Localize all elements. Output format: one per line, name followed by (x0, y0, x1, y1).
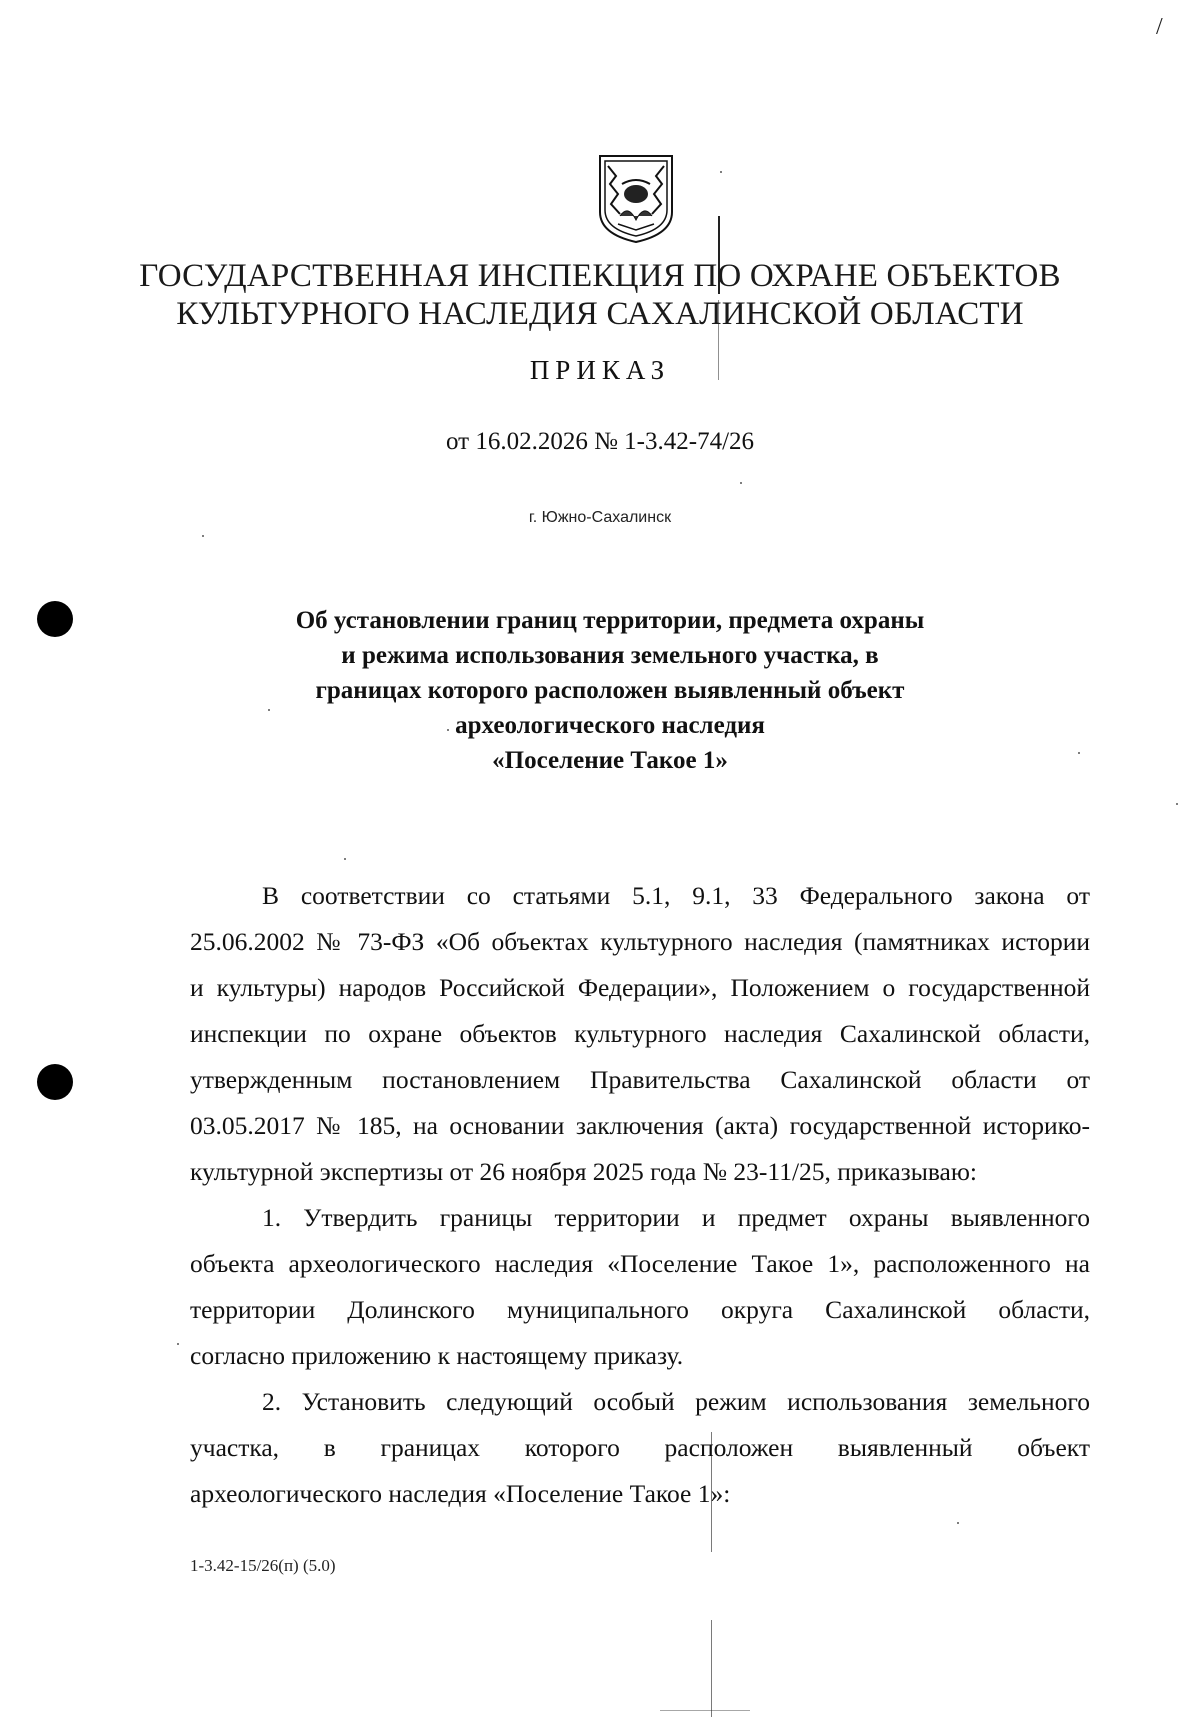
scan-artifact-line (711, 1620, 712, 1717)
order-title-line: Об установлении границ территории, предмета охраны (295, 607, 925, 634)
order-title (260, 603, 960, 778)
coat-of-arms-emblem (596, 154, 676, 244)
document-code: 1-3.42-15/26(п) (5.0) (190, 1556, 336, 1575)
item-2-line: археологического наследия «Поселение Такое 1»: (190, 1479, 731, 1508)
item-1-line: 1. Утвердить границы территории и предмет охраны выявленного (262, 1203, 1090, 1232)
scan-speck (720, 171, 722, 173)
order-body (190, 873, 1090, 1517)
punch-hole-mark (37, 1064, 73, 1100)
scan-speck (177, 1343, 179, 1345)
item-1-line: территории Долинского муниципального округа Сахалинской области, (190, 1295, 1090, 1324)
body-line: культурной экспертизы от 26 ноября 2025 года № 23-11/25, приказываю: (190, 1157, 978, 1186)
scan-mark: / (1156, 14, 1163, 40)
agency-name-line-2: КУЛЬТУРНОГО НАСЛЕДИЯ САХАЛИНСКОЙ ОБЛАСТИ (176, 296, 1024, 332)
item-1-line: согласно приложению к настоящему приказу. (190, 1341, 684, 1370)
body-line: инспекции по охране объектов культурного наследия Сахалинской области, (190, 1019, 1090, 1048)
punch-hole-mark (37, 601, 73, 637)
order-date-number: от 16.02.2026 № 1-3.42-74/26 (445, 428, 755, 455)
body-line: утвержденным постановлением Правительства Сахалинской области от (190, 1065, 1090, 1094)
order-title-line: археологического наследия (455, 712, 765, 739)
item-2-line: 2. Установить следующий особый режим использования земельного (262, 1387, 1090, 1416)
order-title-line: «Поселение Такое 1» (492, 747, 728, 774)
body-line: В соответствии со статьями 5.1, 9.1, 33 Федерального закона от (262, 881, 1090, 910)
scan-speck (344, 858, 346, 860)
item-2-line: участка, в границах которого расположен выявленный объект (190, 1433, 1090, 1462)
scan-speck (957, 1522, 959, 1524)
body-line: 25.06.2002 № 73-ФЗ «Об объектах культурного наследия (памятниках истории (190, 927, 1090, 956)
scan-speck (202, 535, 204, 537)
order-title-line: и режима использования земельного участка, в (341, 642, 879, 669)
item-1-line: объекта археологического наследия «Поселение Такое 1», расположенного на (190, 1249, 1090, 1278)
order-title-line: границах которого расположен выявленный объект (315, 677, 905, 704)
scan-speck (1078, 752, 1080, 754)
body-line: и культуры) народов Российской Федерации», Положением о государственной (190, 973, 1090, 1002)
scan-speck (1176, 803, 1178, 805)
body-line: 03.05.2017 № 185, на основании заключения (акта) государственной историко- (190, 1111, 1090, 1140)
scan-speck (740, 482, 742, 484)
document-type-heading: ПРИКАЗ (529, 355, 671, 385)
agency-name-line-1: ГОСУДАРСТВЕННАЯ ИНСПЕКЦИЯ ПО ОХРАНЕ ОБЪЕКТОВ (139, 258, 1061, 294)
scan-artifact-line (660, 1710, 750, 1711)
city-name: г. Южно-Сахалинск (528, 509, 672, 526)
